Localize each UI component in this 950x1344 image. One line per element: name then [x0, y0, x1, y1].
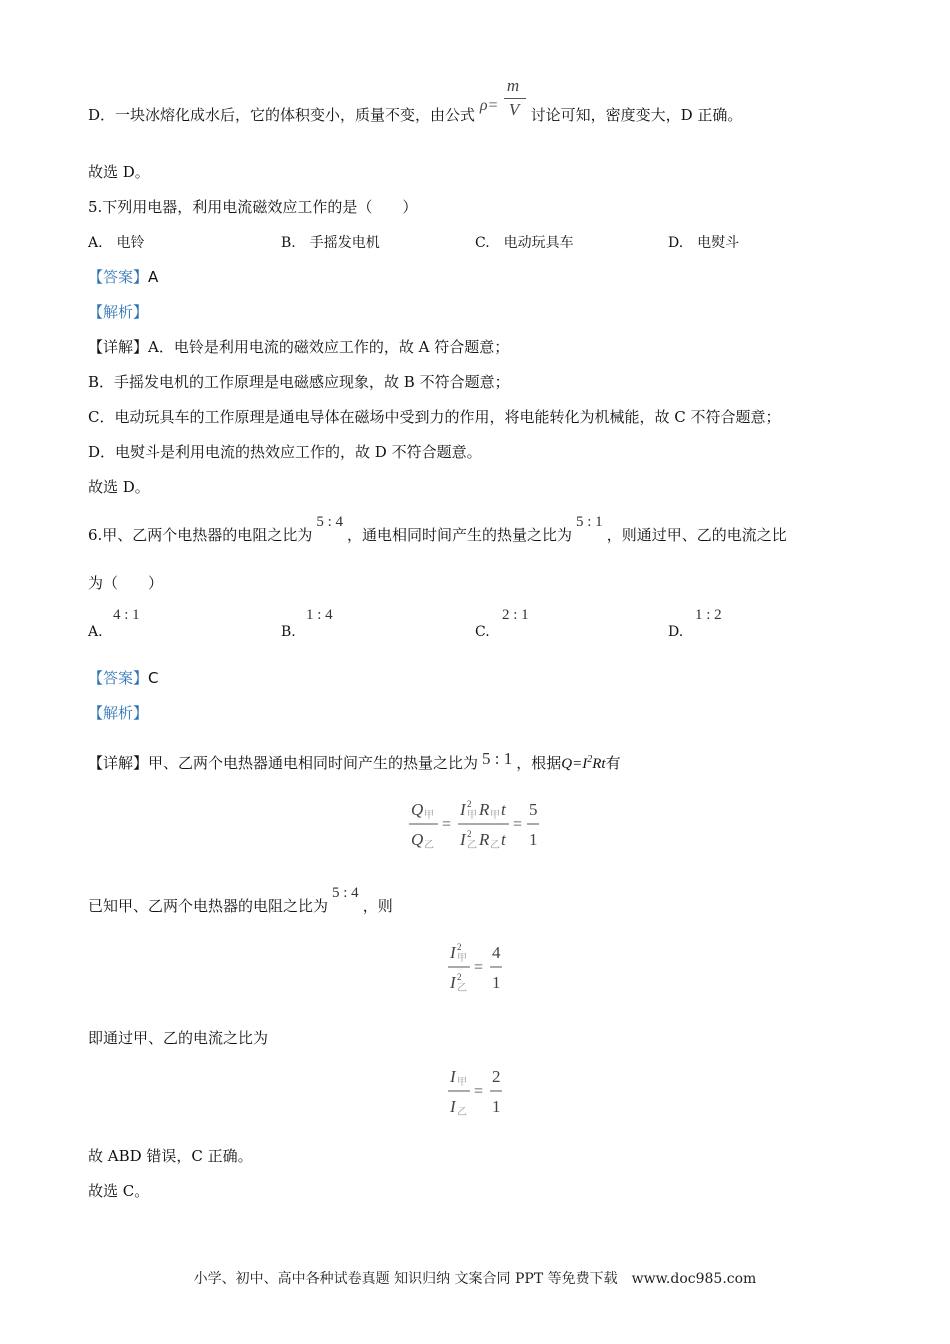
svg-text:乙: 乙 [457, 983, 467, 994]
q5-answer-label: 【答案】 [88, 268, 149, 286]
svg-text:=: = [474, 1083, 484, 1100]
svg-text:t: t [501, 830, 506, 849]
page-footer: 小学、初中、高中各种试卷真题 知识归纳 文案合同 PPT 等免费下载 www.doc985.com [193, 1271, 757, 1287]
q6-detail-text3: 有 [605, 754, 621, 772]
q6-current-ratio-text: 即通过甲、乙的电流之比为 [88, 1029, 269, 1047]
mass-symbol: m [506, 76, 520, 95]
q6-option-c-letter: C. [475, 624, 490, 640]
q6-resistance-ratio: 5 : 4 [316, 514, 343, 530]
svg-text:t: t [501, 800, 506, 819]
svg-text:I: I [450, 943, 456, 962]
q5-detail-d: D．电熨斗是利用电流的热效应工作的，故 D 不符合题意。 [88, 443, 482, 461]
q6-answer-label: 【答案】 [88, 669, 149, 687]
q5-answer-value: A [148, 268, 159, 286]
svg-text:乙: 乙 [490, 840, 500, 851]
q5-option-b: B. 手摇发电机 [281, 235, 380, 251]
svg-text:Q: Q [411, 800, 424, 819]
svg-text:Q: Q [411, 830, 424, 849]
d-explanation-prefix: D．一块冰熔化成水后，它的体积变小，质量不变，由公式 [88, 106, 476, 124]
joule-law-exponent: 2 [587, 754, 593, 765]
d-explanation-suffix: 讨论可知，密度变大，D 正确。 [530, 106, 743, 124]
q5-detail-label: 【详解】 [88, 338, 149, 356]
d-explanation-line [88, 76, 743, 125]
q6-analysis-label: 【解析】 [88, 704, 149, 722]
svg-text:I: I [460, 800, 466, 819]
q6-option-b-letter: B. [281, 624, 296, 640]
fraction-bar [504, 98, 526, 99]
svg-text:=: = [442, 816, 452, 833]
svg-text:I: I [450, 1067, 456, 1086]
q5-option-c: C. 电动玩具车 [475, 235, 574, 251]
q6-detail-line [88, 750, 621, 774]
svg-text:1: 1 [492, 1097, 501, 1116]
q6-known-text: 已知甲、乙两个电热器的电阻之比为 [88, 897, 329, 915]
joule-law-right: Rt [592, 756, 606, 772]
svg-text:甲: 甲 [467, 810, 477, 821]
svg-text:2: 2 [457, 942, 462, 952]
svg-text:乙: 乙 [424, 840, 434, 851]
q5-detail-c: C．电动玩具车的工作原理是通电导体在磁场中受到力的作用，将电能转化为机械能，故 C 不符合题意； [88, 408, 781, 426]
q6-stem-part1: 6.甲、乙两个电热器的电阻之比为 [88, 526, 313, 544]
q5-detail-a [88, 337, 509, 357]
q5-detail-a-text: A．电铃是利用电流的磁效应工作的，故 A 符合题意； [148, 338, 510, 356]
svg-text:1: 1 [529, 830, 538, 849]
svg-text:甲: 甲 [490, 810, 500, 821]
q6-wrong-statement: 故 ABD 错误，C 正确。 [88, 1147, 253, 1165]
svg-text:=: = [474, 959, 484, 976]
volume-symbol: V [508, 100, 520, 119]
current-squared-ratio-equation [444, 936, 514, 996]
q6-detail-text2: ，根据 [516, 754, 562, 772]
q5-detail-b: B．手摇发电机的工作原理是电磁感应现象，故 B 不符合题意； [88, 373, 510, 391]
svg-text:2: 2 [492, 1067, 501, 1086]
current-ratio-equation [444, 1060, 514, 1120]
q6-stem-part3: ，则通过甲、乙的电流之比 [606, 526, 787, 544]
q6-known-line [88, 885, 393, 917]
svg-text:I: I [460, 830, 466, 849]
svg-text:1: 1 [492, 973, 501, 992]
q5-answer [88, 267, 158, 287]
q6-option-d-value: 1 : 2 [695, 607, 722, 623]
svg-text:I: I [450, 973, 456, 992]
q5-analysis-label: 【解析】 [88, 303, 149, 321]
q6-known-ratio: 5 : 4 [332, 885, 359, 901]
q6-heat-ratio: 5 : 1 [576, 514, 603, 530]
q5-choose: 故选 D。 [88, 478, 150, 496]
q6-answer-value: C [148, 669, 159, 687]
joule-law-formula [561, 756, 605, 772]
rho-symbol: ρ= [479, 97, 499, 114]
q6-option-c-value: 2 : 1 [502, 607, 529, 623]
q6-stem-line1 [88, 514, 787, 546]
svg-text:4: 4 [492, 943, 501, 962]
q6-stem-part2: ，通电相同时间产生的热量之比为 [347, 526, 573, 544]
svg-text:2: 2 [467, 799, 472, 809]
q5-option-d: D. 电熨斗 [668, 235, 740, 251]
heat-ratio-equation [405, 793, 555, 853]
q6-option-d-letter: D. [668, 624, 684, 640]
svg-text:甲: 甲 [424, 810, 434, 821]
q6-choose: 故选 C。 [88, 1182, 150, 1200]
density-formula [479, 76, 526, 120]
q6-answer [88, 668, 159, 688]
svg-text:R: R [479, 800, 490, 819]
q6-stem-line2: 为（ ） [88, 574, 164, 592]
q6-detail-text: 甲、乙两个电热器通电相同时间产生的热量之比为 [148, 754, 479, 772]
svg-text:5: 5 [529, 800, 538, 819]
joule-law-left: Q=I [561, 756, 588, 772]
q6-option-b-value: 1 : 4 [306, 607, 333, 623]
q6-option-a-value: 4 : 1 [113, 607, 140, 623]
svg-text:I: I [450, 1097, 456, 1116]
svg-text:甲: 甲 [457, 1077, 467, 1088]
svg-text:2: 2 [457, 972, 462, 982]
q6-known-text2: ，则 [362, 897, 393, 915]
q6-detail-ratio: 5 : 1 [482, 749, 513, 768]
svg-text:R: R [479, 830, 490, 849]
svg-text:2: 2 [467, 829, 472, 839]
svg-text:=: = [513, 816, 523, 833]
q6-detail-label: 【详解】 [88, 754, 149, 772]
svg-text:甲: 甲 [457, 953, 467, 964]
choose-d-first: 故选 D。 [88, 163, 150, 181]
q5-stem: 5.下列用电器，利用电流磁效应工作的是（ ） [88, 198, 418, 216]
svg-text:乙: 乙 [457, 1107, 467, 1118]
svg-text:乙: 乙 [467, 840, 477, 851]
q6-option-a-letter: A. [88, 624, 103, 640]
q5-option-a: A. 电铃 [88, 235, 145, 251]
